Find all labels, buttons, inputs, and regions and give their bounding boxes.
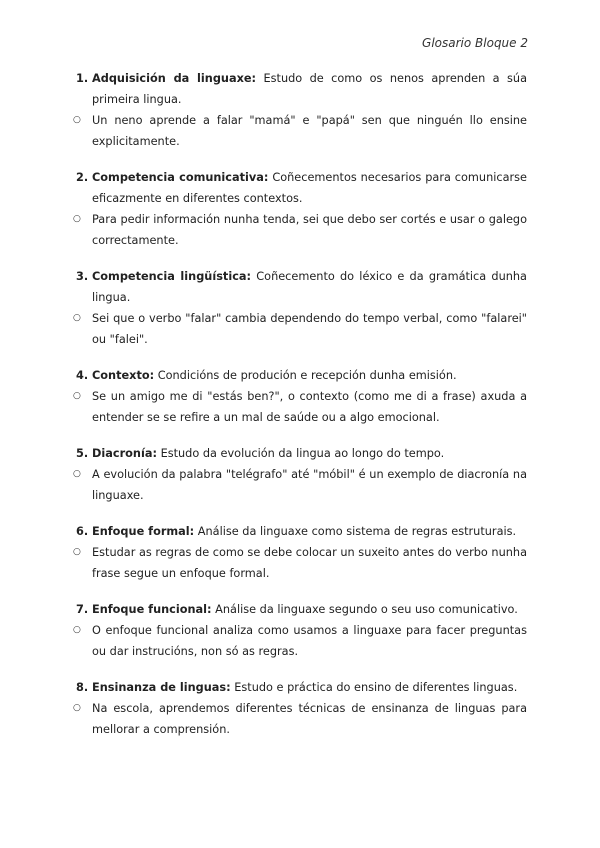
entry-term: Enfoque formal:: [92, 525, 195, 538]
glossary-list: [72, 68, 527, 755]
entry-number: 7.: [76, 603, 89, 616]
entry-term: Adquisición da linguaxe:: [92, 72, 257, 85]
entry-definition: Análise da linguaxe como sistema de regras estruturais.: [197, 525, 517, 538]
entry-number: 3.: [76, 270, 89, 283]
entry-example: Para pedir información nunha tenda, sei que debo ser cortés e usar o galego correctamente.: [92, 213, 527, 247]
entry-example: Se un amigo me di "estás ben?", o contexto (como me di a frase) axuda a entender se se refire a un mal de saúde ou a algo emocional.: [92, 390, 527, 424]
page-header: Glosario Bloque 2: [422, 36, 528, 50]
entry-example-line: [72, 209, 527, 251]
entry-example-line: [72, 464, 527, 506]
entry-example: Sei que o verbo "falar" cambia dependendo do tempo verbal, como "falarei" ou "falei".: [92, 312, 527, 346]
entry-number: 8.: [76, 681, 89, 694]
entry-definition-line: [72, 599, 527, 620]
hollow-circle-bullet-icon: ○: [73, 313, 81, 323]
glossary-entry: [72, 167, 527, 251]
glossary-entry: [72, 365, 527, 428]
entry-example-line: [72, 110, 527, 152]
hollow-circle-bullet-icon: ○: [73, 547, 81, 557]
entry-definition: Estudo de como os nenos aprenden a súa primeira lingua.: [92, 72, 527, 106]
glossary-entry: [72, 677, 527, 740]
glossary-entry: [72, 443, 527, 506]
glossary-entry: [72, 599, 527, 662]
entry-number: 2.: [76, 171, 89, 184]
entry-example-line: [72, 698, 527, 740]
entry-number: 6.: [76, 525, 89, 538]
entry-example: Estudar as regras de como se debe colocar un suxeito antes do verbo nunha frase segue un enfoque formal.: [92, 546, 527, 580]
hollow-circle-bullet-icon: ○: [73, 625, 81, 635]
entry-definition: Condicións de produción e recepción dunha emisión.: [157, 369, 457, 382]
entry-number: 4.: [76, 369, 89, 382]
entry-term: Competencia lingüística:: [92, 270, 252, 283]
entry-definition: Coñecementos necesarios para comunicarse eficazmente en diferentes contextos.: [92, 171, 527, 205]
entry-number: 5.: [76, 447, 89, 460]
entry-term: Diacronía:: [92, 447, 157, 460]
glossary-entry: [72, 68, 527, 152]
entry-definition-line: [72, 443, 527, 464]
hollow-circle-bullet-icon: ○: [73, 214, 81, 224]
entry-definition-line: [72, 365, 527, 386]
entry-term: Ensinanza de linguas:: [92, 681, 231, 694]
entry-example: Na escola, aprendemos diferentes técnicas de ensinanza de linguas para mellorar a comprensión.: [92, 702, 527, 736]
entry-term: Contexto:: [92, 369, 155, 382]
entry-definition-line: [72, 167, 527, 209]
entry-definition: Coñecemento do léxico e da gramática dunha lingua.: [92, 270, 527, 304]
entry-example-line: [72, 620, 527, 662]
entry-definition: Estudo e práctica do ensino de diferentes linguas.: [234, 681, 518, 694]
entry-example: O enfoque funcional analiza como usamos a linguaxe para facer preguntas ou dar instrucións, non só as regras.: [92, 624, 527, 658]
entry-definition-line: [72, 521, 527, 542]
entry-example-line: [72, 542, 527, 584]
entry-definition: Estudo da evolución da lingua ao longo do tempo.: [160, 447, 445, 460]
entry-term: Competencia comunicativa:: [92, 171, 269, 184]
entry-definition-line: [72, 677, 527, 698]
hollow-circle-bullet-icon: ○: [73, 115, 81, 125]
entry-example-line: [72, 308, 527, 350]
hollow-circle-bullet-icon: ○: [73, 703, 81, 713]
glossary-entry: [72, 521, 527, 584]
glossary-entry: [72, 266, 527, 350]
entry-number: 1.: [76, 72, 89, 85]
entry-term: Enfoque funcional:: [92, 603, 212, 616]
entry-definition-line: [72, 68, 527, 110]
hollow-circle-bullet-icon: ○: [73, 469, 81, 479]
hollow-circle-bullet-icon: ○: [73, 391, 81, 401]
entry-example: A evolución da palabra "telégrafo" até "móbil" é un exemplo de diacronía na linguaxe.: [92, 468, 527, 502]
entry-definition-line: [72, 266, 527, 308]
entry-example: Un neno aprende a falar "mamá" e "papá" sen que ninguén llo ensine explicitamente.: [92, 114, 527, 148]
entry-definition: Análise da linguaxe segundo o seu uso comunicativo.: [215, 603, 518, 616]
entry-example-line: [72, 386, 527, 428]
